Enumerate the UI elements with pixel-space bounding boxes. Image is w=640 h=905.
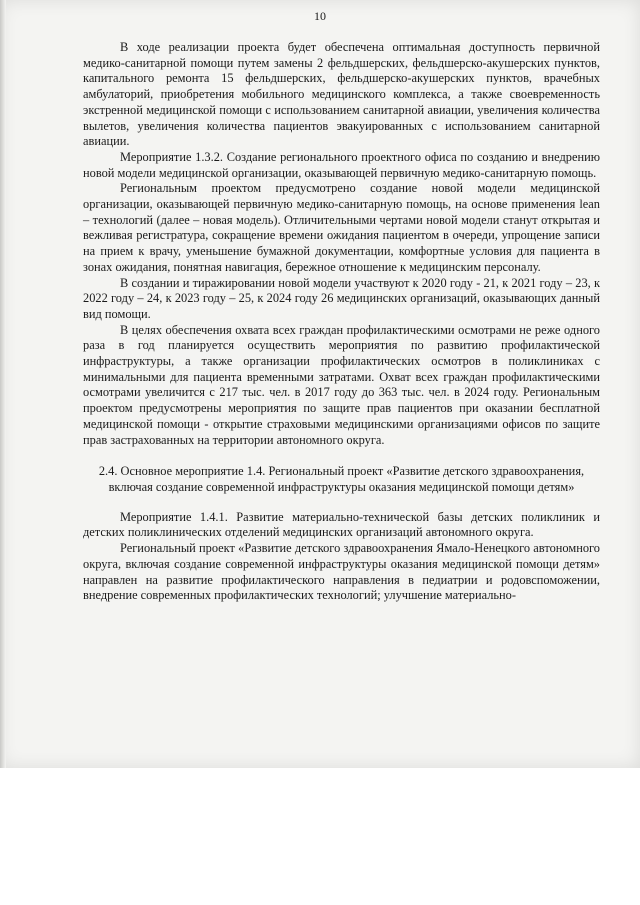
paragraph: Региональный проект «Развитие детского здравоохранения Ямало-Ненецкого автономного округа, включая создание современной инфраструктуры оказания медицинской помощи детям» направлен на развитие профилактического направления в педиатрии и родовспоможении, внедрение современных профилактических технологий; улучшение материально- [83, 541, 600, 603]
document-body [83, 40, 600, 604]
blank-area [0, 768, 640, 905]
paragraph: Мероприятие 1.3.2. Создание регионального проектного офиса по созданию и внедрению новой модели медицинской организации, оказывающей первичную медико-санитарную помощь. [83, 149, 600, 180]
section-heading: 2.4. Основное мероприятие 1.4. Региональный проект «Развитие детского здравоохранения, включая создание современной инфраструктуры оказания медицинской помощи детям» [98, 464, 585, 494]
paragraph: Региональным проектом предусмотрено создание новой модели медицинской организации, оказывающей первичную медико-санитарную помощь, на основе применения lean – технологий (далее – новая модель). Отличительными чертами новой модели станут открытая и вежливая регистратура, сокращение времени ожидания пациентом в очереди, упрощение записи на прием к врачу, уменьшение бумажной документации, комфортные условия для пациента в зонах ожидания, понятная навигация, бережное отношение к медицинским персоналу. [83, 181, 600, 274]
page-number: 10 [314, 9, 326, 23]
paragraph: В создании и тиражировании новой модели участвуют к 2020 году - 21, к 2021 году – 23, к 2022 году – 24, к 2023 году – 25, к 2024 году 26 медицинских организаций, оказывающих данный вид помощи. [83, 275, 600, 321]
paragraph: Мероприятие 1.4.1. Развитие материально-технической базы детских поликлиник и детских поликлинических отделений медицинских организаций автономного округа. [83, 509, 600, 540]
paragraph: В целях обеспечения охвата всех граждан профилактическими осмотрами не реже одного раза в год планируется осуществить мероприятия по развитию профилактической инфраструктуры, а также организации профилактических осмотров в поликлиниках с минимальными для пациента временными затратами. Охват всех граждан профилактическими осмотрами увеличится с 217 тыс. чел. в 2017 году до 363 тыс. чел. в 2024 году. Региональным проектом предусмотрены мероприятия по защите прав пациентов при оказании бесплатной медицинской помощи - открытие страховыми медицинскими организациями офисов по защите прав застрахованных на территории автономного округа. [83, 322, 600, 447]
paragraph: В ходе реализации проекта будет обеспечена оптимальная доступность первичной медико-санитарной помощи путем замены 2 фельдшерских, фельдшерско-акушерских пунктов, капитального ремонта 15 фельдшерских, фельдшерско-акушерских пунктов, врачебных амбулаторий, приобретения мобильного медицинского комплекса, а также своевременность экстренной медицинской помощи с использованием санитарной авиации, увеличения количества вылетов, увеличения количества пациентов эвакуированных с использованием санитарной авиации. [83, 40, 600, 149]
